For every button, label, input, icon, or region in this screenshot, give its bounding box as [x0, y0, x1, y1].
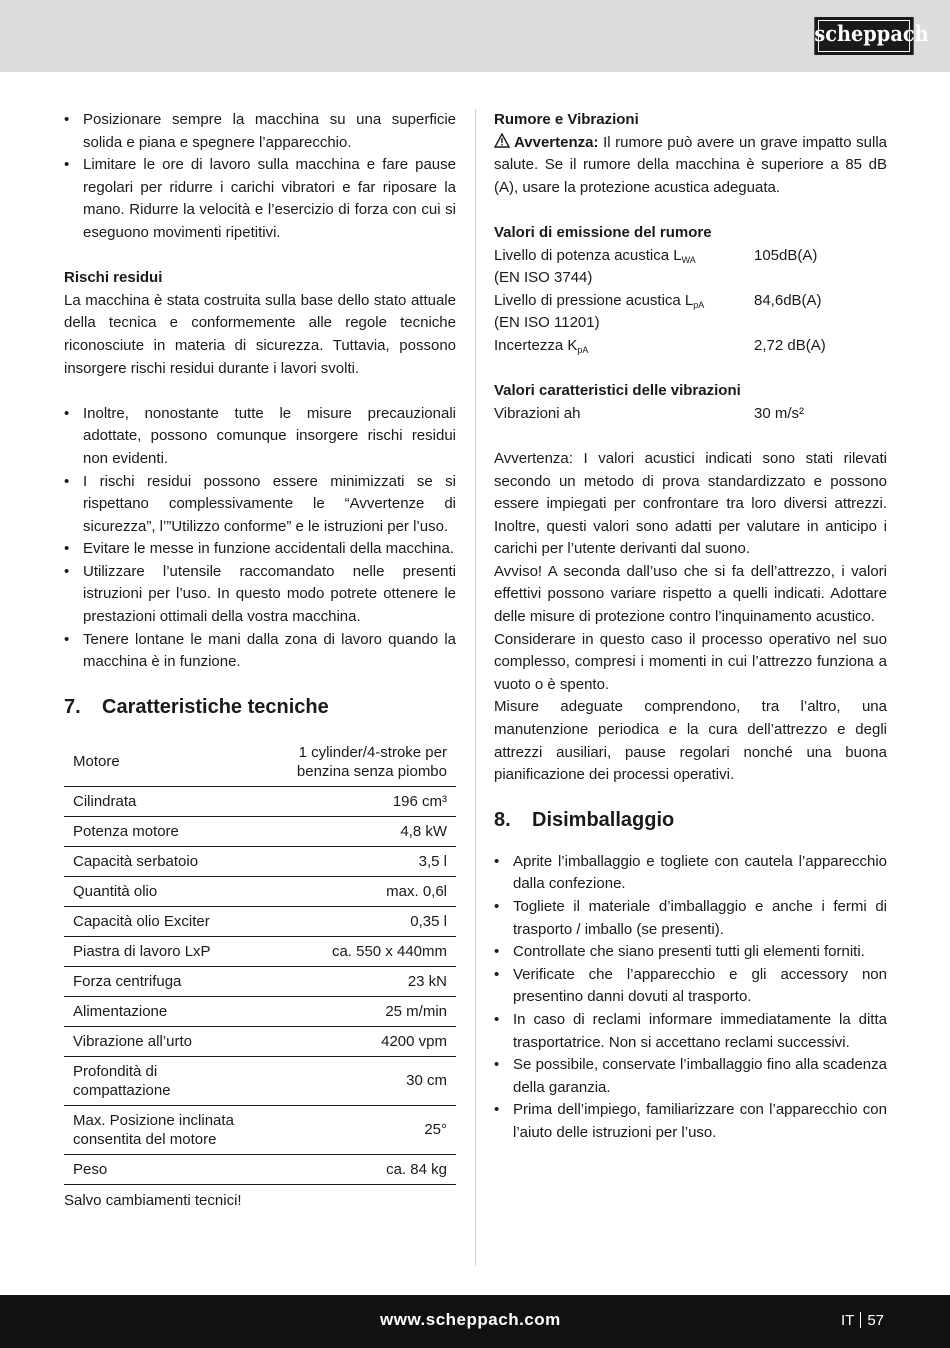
table-row [64, 1154, 456, 1184]
residual-risks-text: La macchina è stata costruita sulla base dello stato attuale della tecnica e conformemente alle regole tecniche riconosciute in materia di sicurezza. Tuttavia, possono insorgere rischi residui durante i lavori svolti. [64, 291, 456, 377]
residual-bullet-list [64, 403, 456, 674]
acoustic-note: Avvertenza: I valori acustici indicati sono stati rilevati secondo un metodo di prova standardizzato e possono essere impiegati per confrontare tra loro diversi attrezzi. Inoltre, questi valori sono adatti per valutare in anticipo i carichi per l’utente derivanti dal suono. [494, 449, 887, 558]
spec-value: 3,5 l [268, 846, 456, 876]
lpa-label: Livello di pressione acustica L [494, 291, 694, 309]
spec-label: Motore [64, 738, 268, 787]
spec-value: 4,8 kW [268, 816, 456, 846]
vibration-row [494, 403, 887, 426]
spec-value: 0,35 l [268, 906, 456, 936]
unpacking-bullet-list [494, 851, 887, 1145]
specs-table [64, 738, 456, 1185]
spec-label: Max. Posizione inclinata consentita del motore [64, 1105, 268, 1154]
table-row [64, 1026, 456, 1056]
operating-process-text: Considerare in questo caso il processo operativo nel suo complesso, compresi i momenti in cui l’attrezzo funziona a vuoto o è spento. [494, 630, 887, 693]
language-code: IT [841, 1312, 855, 1329]
list-item: • Limitare le ore di lavoro sulla macchina e fare pause regolari per ridurre i carichi vibratori e far riposare la mano. Ridurre la velocità e l’esercizio di forza con cui si eseguono movimenti ripetitivi. [64, 154, 456, 244]
list-item: • Controllate che siano presenti tutti gli elementi forniti. [494, 941, 887, 964]
noise-vibration-heading: Rumore e Vibrazioni [494, 111, 639, 128]
brand-logo: scheppach [814, 17, 913, 55]
table-row [64, 936, 456, 966]
spec-label: Profondità di compattazione [64, 1056, 268, 1105]
page-number: 57 [867, 1312, 885, 1329]
lwa-subscript: WA [681, 254, 696, 265]
emission-heading: Valori di emissione del rumore [494, 223, 712, 241]
vibration-value: 30 m/s² [754, 404, 805, 422]
column-divider [475, 109, 476, 1266]
spec-label: Cilindrata [64, 786, 268, 816]
table-row [64, 906, 456, 936]
section-title: Caratteristiche tecniche [102, 695, 329, 718]
spec-value: 4200 vpm [268, 1026, 456, 1056]
table-row [64, 1056, 456, 1105]
warning-icon [494, 133, 510, 148]
lpa-subscript: pA [693, 299, 705, 310]
list-item: • Togliete il materiale d’imballaggio e anche i fermi di trasporto / imballo (se presenti). [494, 896, 887, 941]
lpa-standard: (EN ISO 11201) [494, 314, 600, 332]
lwa-standard: (EN ISO 3744) [494, 269, 593, 287]
spec-label: Capacità serbatoio [64, 846, 268, 876]
warning-text: Il rumore può avere un grave impatto sulla salute. Se il rumore della macchina è superiore a 85 dB (A), usare la protezione acustica adeguata. [494, 133, 887, 196]
technical-changes-note: Salvo cambiamenti tecnici! [64, 1191, 242, 1209]
lpa-row [494, 290, 887, 313]
acoustic-notice: Avviso! A seconda dall’uso che si fa dell’attrezzo, i valori effettivi possono variare rispetto a quelli indicati. Adottare delle misure di protezione contro l’inquinamento acustico. [494, 562, 887, 626]
website-link[interactable]: www.scheppach.com [380, 1310, 561, 1329]
lwa-row [494, 245, 887, 268]
spec-label: Quantità olio [64, 876, 268, 906]
measures-text: Misure adeguate comprendono, tra l’altro, una manutenzione periodica e la cura dell’attrezzo e degli attrezzi ausiliari, pause regolari nonché una buona pianificazione dei processi operativi. [494, 698, 887, 784]
spec-value: 1 cylinder/4-stroke per benzina senza piombo [268, 738, 456, 787]
list-item: • Verificate che l’apparecchio e gli accessory non presentino danni dovuti al trasporto. [494, 964, 887, 1009]
section-8-heading [494, 807, 887, 833]
kpa-subscript: pA [577, 344, 589, 355]
spec-value: ca. 84 kg [268, 1154, 456, 1184]
spec-label: Capacità olio Exciter [64, 906, 268, 936]
list-item: • In caso di reclami informare immediatamente la ditta trasportatrice. Non si accettano reclami successivi. [494, 1009, 887, 1054]
kpa-row [494, 335, 887, 358]
spec-value: max. 0,6l [268, 876, 456, 906]
lpa-value: 84,6dB(A) [754, 291, 822, 309]
right-column [494, 109, 887, 1145]
table-row [64, 996, 456, 1026]
list-item: • Se possibile, conservate l’imballaggio fino alla scadenza della garanzia. [494, 1054, 887, 1099]
noise-warning [494, 132, 887, 200]
spec-value: 25° [268, 1105, 456, 1154]
list-item: • Prima dell’impiego, familiarizzare con l’apparecchio con l’aiuto delle istruzioni per l’uso. [494, 1099, 887, 1144]
section-7-heading [64, 694, 456, 720]
list-item: • Posizionare sempre la macchina su una superficie solida e piana e spegnere l’apparecchio. [64, 109, 456, 154]
left-column [64, 109, 456, 1212]
residual-risks-heading: Rischi residui [64, 269, 163, 287]
spec-value: 25 m/min [268, 996, 456, 1026]
section-number: 7. [64, 695, 81, 718]
lwa-label: Livello di potenza acustica L [494, 246, 682, 264]
kpa-label: Incertezza K [494, 336, 578, 354]
spec-value: 196 cm³ [268, 786, 456, 816]
table-row [64, 876, 456, 906]
spec-label: Vibrazione all’urto [64, 1026, 268, 1056]
vibration-label: Vibrazioni ah [494, 404, 581, 422]
list-item: • Evitare le messe in funzione accidentali della macchina. [64, 538, 456, 561]
page-indicator [841, 1310, 884, 1333]
table-row [64, 816, 456, 846]
kpa-value: 2,72 dB(A) [754, 336, 826, 354]
page-separator [860, 1312, 861, 1328]
spec-label: Alimentazione [64, 996, 268, 1026]
table-row [64, 1105, 456, 1154]
section-title: Disimballaggio [532, 808, 675, 831]
spec-value: 23 kN [268, 966, 456, 996]
table-row [64, 786, 456, 816]
safety-bullet-list [64, 109, 456, 245]
table-row [64, 846, 456, 876]
list-item: • Tenere lontane le mani dalla zona di lavoro quando la macchina è in funzione. [64, 629, 456, 674]
vibration-heading: Valori caratteristici delle vibrazioni [494, 382, 741, 400]
table-row [64, 738, 456, 787]
header-bar [0, 0, 950, 72]
spec-value: ca. 550 x 440mm [268, 936, 456, 966]
list-item: • Inoltre, nonostante tutte le misure precauzionali adottate, possono comunque insorgere rischi residui non evidenti. [64, 403, 456, 471]
list-item: • I rischi residui possono essere minimizzati se si rispettano complessivamente le “Avvertenze di sicurezza”, l’”Utilizzo conforme” e le istruzioni per l’uso. [64, 471, 456, 539]
spec-label: Potenza motore [64, 816, 268, 846]
spec-label: Peso [64, 1154, 268, 1184]
list-item: • Aprite l’imballaggio e togliete con cautela l’apparecchio dalla confezione. [494, 851, 887, 896]
footer-bar [0, 1295, 950, 1348]
lwa-value: 105dB(A) [754, 246, 818, 264]
list-item: • Utilizzare l’utensile raccomandato nelle presenti istruzioni per l’uso. In questo modo potrete ottenere le prestazioni ottimali della vostra macchina. [64, 561, 456, 629]
warning-label: Avvertenza: [514, 133, 599, 151]
spec-label: Forza centrifuga [64, 966, 268, 996]
spec-label: Piastra di lavoro LxP [64, 936, 268, 966]
table-row [64, 966, 456, 996]
section-number: 8. [494, 808, 511, 831]
spec-value: 30 cm [268, 1056, 456, 1105]
